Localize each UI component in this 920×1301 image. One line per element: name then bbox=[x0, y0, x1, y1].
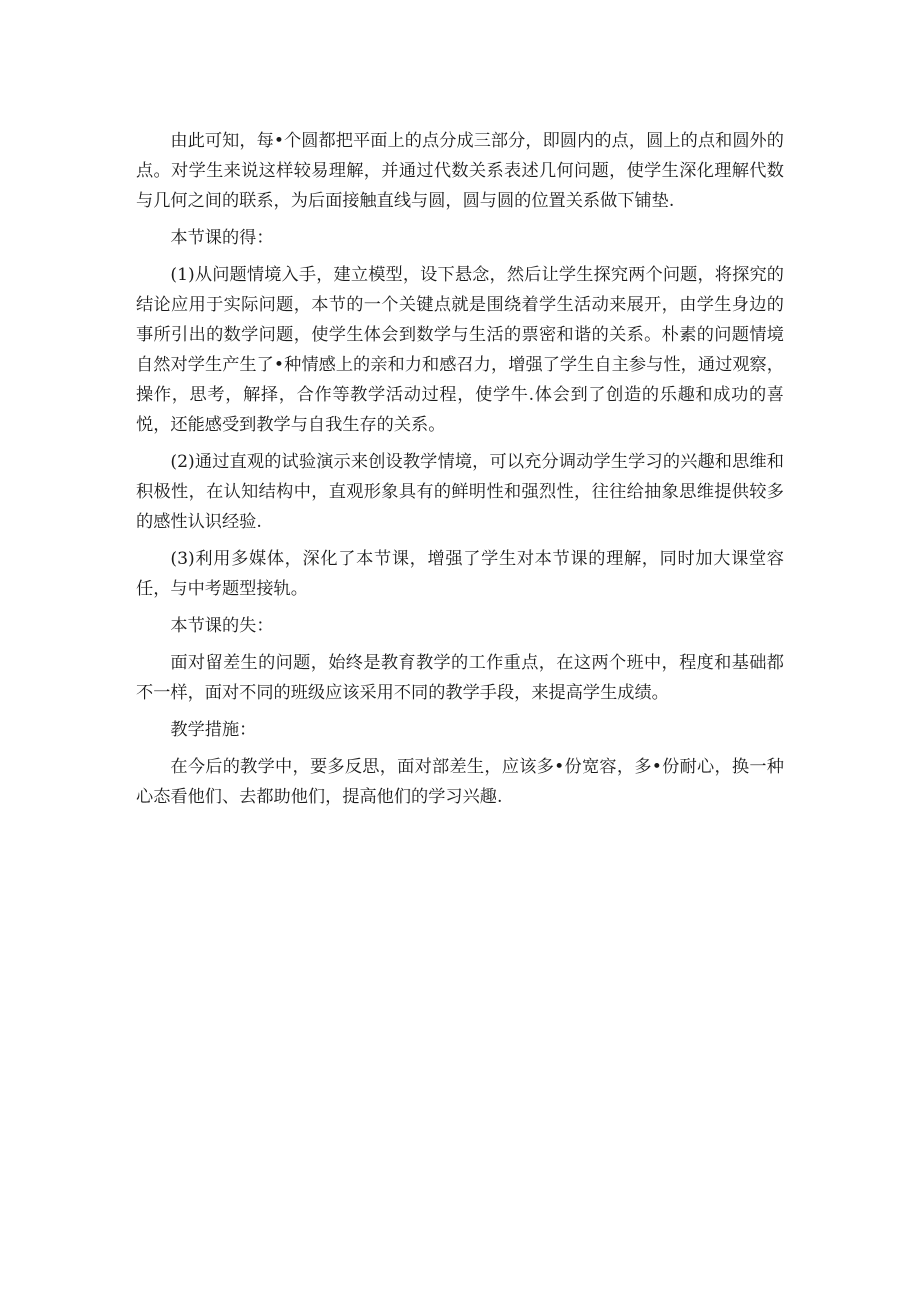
paragraph-loss: 面对留差生的问题，始终是教育教学的工作重点，在这两个班中，程度和基础都不一样，面对不同的班级应该采用不同的教学手段，来提高学生成绩。 bbox=[136, 653, 784, 703]
paragraph-measures: 在今后的教学中，要多反思，面对部差生，应该多•份宽容，多•份耐心，换一种心态看他们、去都助他们，提高他们的学习兴趣. bbox=[136, 757, 784, 807]
paragraph-circle-points: 由此可知，每•个圆都把平面上的点分成三部分，即圆内的点，圆上的点和圆外的点。对学生来说这样较易理解，并通过代数关系表述几何问题，使学生深化理解代数与几何之间的联系，为后面接触直线与圆，圆与圆的位置关系做下铺垫. bbox=[136, 131, 784, 211]
heading-teaching-measures: 教学措施： bbox=[170, 720, 257, 740]
paragraph-gain-2: (2)通过直观的试验演示来创设教学情境，可以充分调动学生学习的兴趣和思维和积极性，在认知结构中，直观形象具有的鲜明性和强烈性，往往给抽象思维提供较多的感性认识经验. bbox=[136, 452, 784, 532]
paragraph-gain-1: (1)从问题情境入手，建立模型，设下悬念，然后让学生探究两个问题，将探究的结论应用于实际问题，本节的一个关键点就是围绕着学生活动来展开，由学生身边的事所引出的数学问题，使学生体会到数学与生活的票密和谐的关系。朴素的问题情境自然对学生产生了•种情感上的亲和力和感召力，增强了学生自主参与性，通过观察，操作，思考，解择，合作等教学活动过程，使学牛.体会到了创造的乐趣和成功的喜悦，还能感受到教学与自我生存的关系。 bbox=[136, 265, 784, 435]
document-body bbox=[136, 126, 784, 812]
heading-lesson-gains: 本节课的得： bbox=[170, 228, 274, 248]
paragraph-gain-3: (3)利用多媒体，深化了本节课，增强了学生对本节课的理解，同时加大课堂容任，与中考题型接轨。 bbox=[136, 549, 784, 599]
heading-lesson-losses: 本节课的失： bbox=[170, 616, 274, 636]
